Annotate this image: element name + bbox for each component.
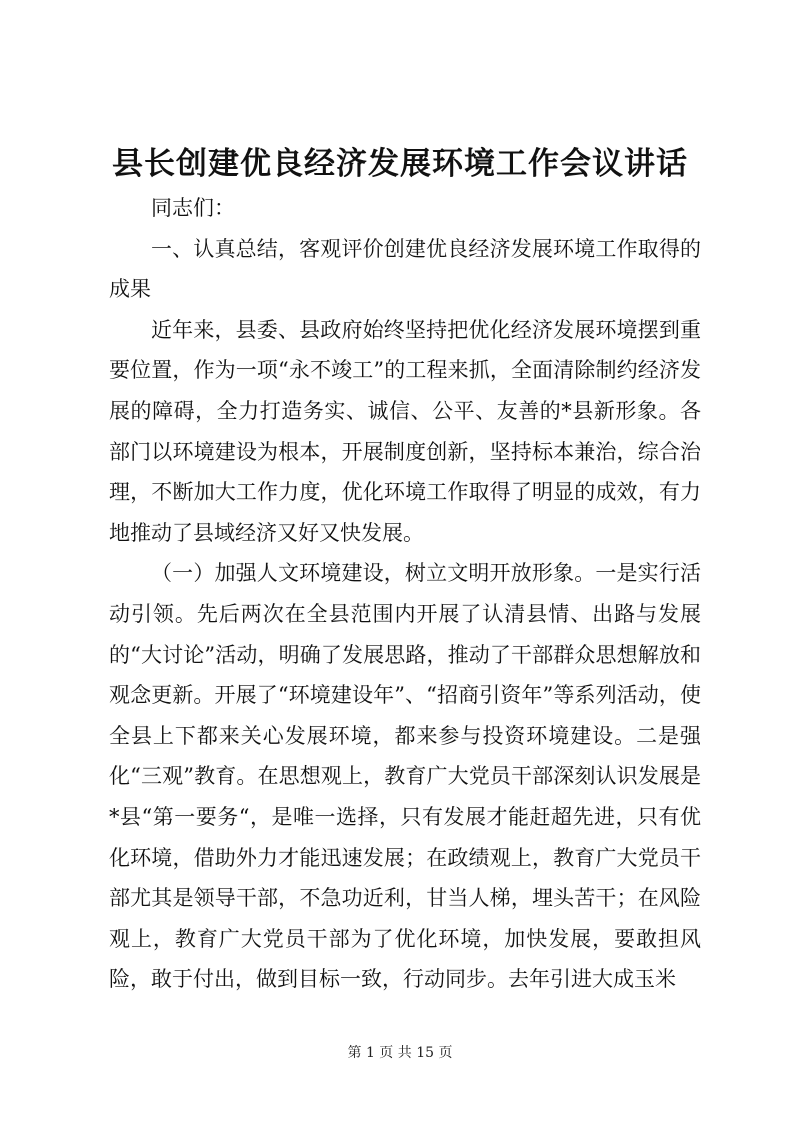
- section-heading: 一、认真总结，客观评价创建优良经济发展环境工作取得的成果: [109, 236, 701, 302]
- page-footer: 第 1 页 共 15 页: [347, 1045, 453, 1061]
- body-paragraph: （一）加强人文环境建设，树立文明开放形象。一是实行活动引领。先后两次在全县范围内开展了认清县情、出路与发展的“大讨论”活动，明确了发展思路，推动了干部群众思想解放和观念更新。开展了“环境建设年”、“招商引资年”等系列活动，使全县上下都来关心发展环境，都来参与投资环境建设。二是强化“三观”教育。在思想观上，教育广大党员干部深刻认识发展是*县“第一要务“，是唯一选择，只有发展才能赶超先进，只有优化环境，借助外力才能迅速发展；在政绩观上，教育广大党员干部尤其是领导干部，不急功近利，甘当人梯，埋头苦干；在风险观上，教育广大党员干部为了优化环境，加快发展，要敢担风险，敢于付出，做到目标一致，行动同步。去年引进大成玉米: [109, 561, 701, 992]
- document-title: 县长创建优良经济发展环境工作会议讲话: [112, 146, 688, 182]
- salutation: 同志们：: [151, 196, 235, 220]
- document-body: [109, 188, 701, 1000]
- body-paragraph: 近年来，县委、县政府始终坚持把优化经济发展环境摆到重要位置，作为一项“永不竣工”的工程来抓，全面清除制约经济发展的障碍，全力打造务实、诚信、公平、友善的*县新形象。各部门以环境建设为根本，开展制度创新，坚持标本兼治，综合治理，不断加大工作力度，优化环境工作取得了明显的成效，有力地推动了县域经济又好又快发展。: [109, 317, 701, 545]
